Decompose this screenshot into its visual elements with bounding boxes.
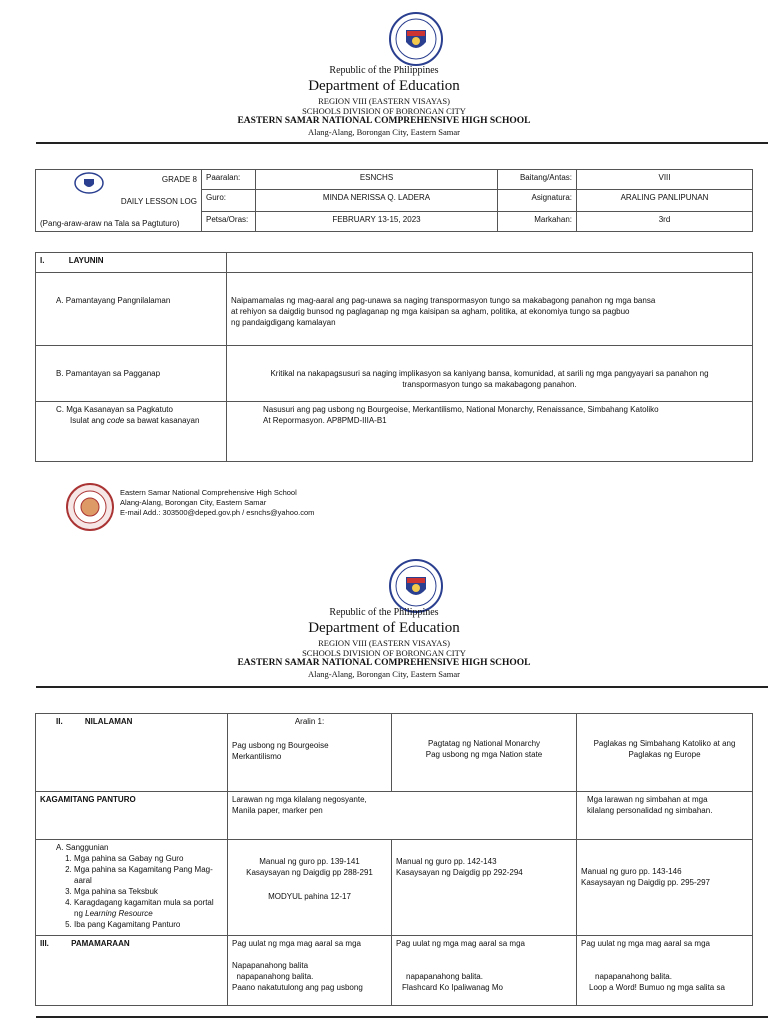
info-table xyxy=(35,169,753,232)
sanggunian-col2 xyxy=(392,840,577,936)
paaralan-value: ESNCHS xyxy=(256,170,498,190)
aralin-3-line-1: Paglakas ng Simbahang Katoliko at ang xyxy=(593,739,736,748)
aralin-1-cell xyxy=(228,714,392,792)
pagganap-text xyxy=(227,346,753,402)
pamamaraan-col3-line-3: Loop a Word! Bumuo ng mga salita sa xyxy=(589,983,725,992)
nilalaman-heading xyxy=(36,714,228,792)
sanggunian-item: 3. Mga pahina sa Teksbuk xyxy=(74,886,223,897)
kagamitan-col1-line-2: Manila paper, marker pen xyxy=(232,806,323,815)
sanggunian-label: A. Sanggunian xyxy=(56,843,109,852)
division-text: SCHOOLS DIVISION OF BORONGAN CITY xyxy=(302,106,466,116)
pamamaraan-col1-line-3: napapanahong balita. xyxy=(232,972,314,981)
aralin-2-cell xyxy=(392,714,577,792)
grade-label: GRADE 8 xyxy=(161,175,197,184)
nilalaman-title: NILALAMAN xyxy=(84,717,133,726)
layunin-empty xyxy=(227,253,753,273)
footer-text xyxy=(120,488,314,518)
pamamaraan-col3-line-2: napapanahong balita. xyxy=(595,972,672,981)
aralin-3-line-2: Paglakas ng Europe xyxy=(628,750,701,759)
layunin-title: LAYUNIN xyxy=(68,256,104,265)
asignatura-value: ARALING PANLIPUNAN xyxy=(577,190,753,212)
sanggunian-col1-line-2: Kasaysayan ng Daigdig pp 288-291 xyxy=(246,868,373,877)
kagamitan-col1-line-1: Larawan ng mga kilalang negosyante, xyxy=(232,795,367,804)
kasanayan-label-2c: sa bawat kasanayan xyxy=(124,416,200,425)
sanggunian-cell xyxy=(36,840,228,936)
paaralan-label: Paaralan: xyxy=(202,170,256,190)
aralin-2-line-2: Pag usbong ng mga Nation state xyxy=(425,750,543,759)
aralin-1-label: Aralin 1: xyxy=(294,717,325,726)
deped-seal xyxy=(389,12,443,66)
aralin-1-line-1: Pag usbong ng Bourgeoise xyxy=(232,741,329,750)
sanggunian-item: 5. Iba pang Kagamitang Panturo xyxy=(74,919,223,930)
content-table xyxy=(35,713,753,1006)
republic-text: Republic of the Philippines xyxy=(329,65,439,76)
pamantayang-line-3: ng pandaigdigang kamalayan xyxy=(231,318,336,327)
bottom-rule xyxy=(36,1016,768,1018)
sanggunian-item: 2. Mga pahina sa Kagamitang Pang Mag-aaral xyxy=(74,864,223,886)
pagganap-line-1: Kritikal na nakapagsusuri sa naging implikasyon sa kaniyang bansa, komunidad, at sarili ng mga pangyayari sa panahon ng xyxy=(270,369,709,378)
division-text-2: SCHOOLS DIVISION OF BORONGAN CITY xyxy=(302,648,466,658)
department-title: Department of Education xyxy=(308,78,460,94)
pamamaraan-col1-line-1: Pag uulat ng mga mag aaral sa mga xyxy=(232,939,361,948)
deped-seal-2 xyxy=(389,559,443,613)
aralin-2-line-1: Pagtatag ng National Monarchy xyxy=(427,739,541,748)
kasanayan-label-2 xyxy=(56,415,222,426)
pamamaraan-col2-line-3: Flashcard Ko Ipaliwanag Mo xyxy=(402,983,503,992)
petsa-label: Petsa/Oras: xyxy=(202,212,256,232)
kasanayan-line-1: Nasusuri ang pag usbong ng Bourgeoise, Merkantilismo, National Monarchy, Renaissance, Simbahang Katoliko xyxy=(263,405,659,414)
sanggunian-col2-line-1: Manual ng guro pp. 142-143 xyxy=(396,857,497,866)
kasanayan-text xyxy=(227,402,753,462)
guro-value: MINDA NERISSA Q. LADERA xyxy=(256,190,498,212)
region-text: REGION VIII (EASTERN VISAYAS) xyxy=(318,96,450,106)
pamantayang-line-1: Naipamamalas ng mag-aaral ang pag-unawa sa naging transpormasyon tungo sa makabagong panahon ng mga bansa xyxy=(231,296,656,305)
dll-title-cell xyxy=(36,170,202,232)
header-rule xyxy=(36,142,768,144)
asignatura-label: Asignatura: xyxy=(498,190,577,212)
school-name: EASTERN SAMAR NATIONAL COMPREHENSIVE HIGH SCHOOL xyxy=(237,116,531,126)
kasanayan-label-2a: Isulat ang xyxy=(70,416,107,425)
pamamaraan-num: III. xyxy=(40,939,49,948)
kasanayan-code-word: code xyxy=(106,416,125,425)
kagamitan-col3-line-1: Mga larawan ng simbahan at mga xyxy=(587,795,708,804)
small-seal xyxy=(74,172,104,197)
kagamitan-col3 xyxy=(577,792,753,840)
pagganap-line-2: transpormasyon tungo sa makabagong panahon. xyxy=(402,380,577,389)
pamamaraan-col2 xyxy=(392,936,577,1006)
pamamaraan-col1-line-4: Paano nakatutulong ang pag usbong xyxy=(232,983,363,992)
kagamitan-col3-line-2: kilalang personalidad ng simbahan. xyxy=(587,806,713,815)
header-rule-2 xyxy=(36,686,768,688)
sanggunian-col1-line-3: MODYUL pahina 12-17 xyxy=(268,892,351,901)
sanggunian-col1-line-1: Manual ng guro pp. 139-141 xyxy=(259,857,360,866)
region-text-2: REGION VIII (EASTERN VISAYAS) xyxy=(318,638,450,648)
markahan-label: Markahan: xyxy=(498,212,577,232)
sanggunian-item: 1. Mga pahina sa Gabay ng Guro xyxy=(74,853,223,864)
pamamaraan-col3-line-1: Pag uulat ng mga mag aaral sa mga xyxy=(581,939,710,948)
pamamaraan-col3 xyxy=(577,936,753,1006)
layunin-heading xyxy=(36,253,227,273)
aralin-1-line-2: Merkantilismo xyxy=(232,752,282,761)
kagamitan-label: KAGAMITANG PANTURO xyxy=(36,792,228,840)
baitang-value: VIII xyxy=(577,170,753,190)
sanggunian-col3 xyxy=(577,840,753,936)
dll-label: DAILY LESSON LOG xyxy=(120,197,197,206)
footer-school: Eastern Samar National Comprehensive High School xyxy=(120,488,297,497)
pamamaraan-col2-line-1: Pag uulat ng mga mag aaral sa mga xyxy=(396,939,525,948)
pamamaraan-col1 xyxy=(228,936,392,1006)
sanggunian-item: 4. Karagdagang kagamitan mula sa portal ng Learning Resource xyxy=(74,897,223,919)
guro-label: Guro: xyxy=(202,190,256,212)
footer-email: E-mail Add.: 303500@deped.gov.ph / esnchs@yahoo.com xyxy=(120,508,315,517)
pamamaraan-title: PAMAMARAAN xyxy=(71,939,130,948)
school-address-2: Alang-Alang, Borongan City, Eastern Samar xyxy=(308,669,460,679)
petsa-value: FEBRUARY 13-15, 2023 xyxy=(256,212,498,232)
department-title-2: Department of Education xyxy=(308,620,460,636)
layunin-num: I. xyxy=(40,256,45,265)
pamantayang-line-2: at rehiyon sa daigdig bunsod ng paglaganap ng mga kaisipan sa agham, politika, at ekonomiya tungo sa pagbuo xyxy=(231,307,630,316)
pamamaraan-heading xyxy=(36,936,228,1006)
pamamaraan-col2-line-2: napapanahong balita. xyxy=(406,972,483,981)
kasanayan-line-2: At Repormasyon. AP8PMD-IIIA-B1 xyxy=(263,416,387,425)
aralin-3-cell xyxy=(577,714,753,792)
baitang-label: Baitang/Antas: xyxy=(498,170,577,190)
sanggunian-col3-line-1: Manual ng guro pp. 143-146 xyxy=(581,867,682,876)
pagganap-label: B. Pamantayan sa Pagganap xyxy=(36,346,227,402)
school-seal xyxy=(66,483,114,536)
nilalaman-num: II. xyxy=(56,717,63,726)
sanggunian-list xyxy=(56,853,223,930)
pamantayang-text xyxy=(227,273,753,346)
kasanayan-label-1: C. Mga Kasanayan sa Pagkatuto xyxy=(56,405,173,414)
sanggunian-col1 xyxy=(228,840,392,936)
markahan-value: 3rd xyxy=(577,212,753,232)
footer-address: Alang-Alang, Borongan City, Eastern Samar xyxy=(120,498,267,507)
sanggunian-col3-line-2: Kasaysayan ng Daigdig pp. 295-297 xyxy=(581,878,710,887)
school-address: Alang-Alang, Borongan City, Eastern Samar xyxy=(308,127,460,137)
republic-text-2: Republic of the Philippines xyxy=(329,607,439,618)
pamantayang-label: A. Pamantayang Pangnilalaman xyxy=(36,273,227,346)
dll-subtitle: (Pang-araw-araw na Tala sa Pagtuturo) xyxy=(40,219,180,228)
sanggunian-col2-line-2: Kasaysayan ng Daigdig pp 292-294 xyxy=(396,868,523,877)
kagamitan-col1 xyxy=(228,792,577,840)
kasanayan-label xyxy=(36,402,227,462)
school-name-2: EASTERN SAMAR NATIONAL COMPREHENSIVE HIGH SCHOOL xyxy=(237,658,531,668)
pamamaraan-col1-line-2: Napapanahong balita xyxy=(232,961,309,970)
objectives-table xyxy=(35,252,753,462)
